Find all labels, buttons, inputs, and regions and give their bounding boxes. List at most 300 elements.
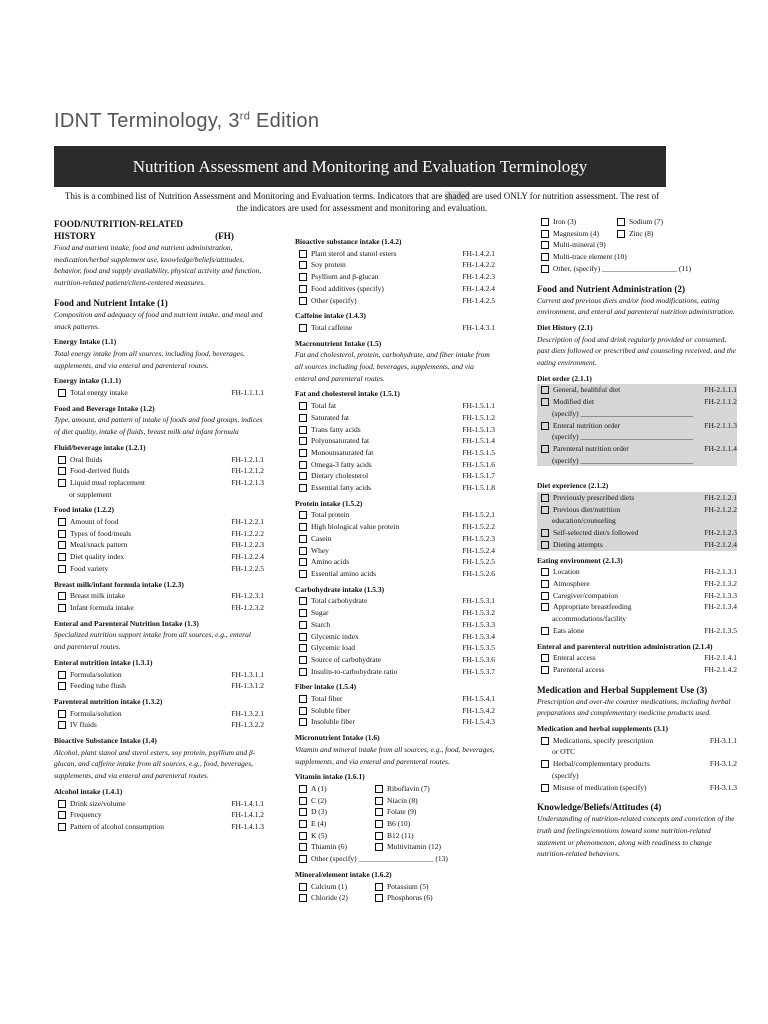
item-code: FH-1.5.1.2 bbox=[462, 412, 495, 422]
item-code: FH-1.2.2.5 bbox=[231, 563, 264, 573]
indicator-group: Carbohydrate intake (1.5.3) bbox=[295, 584, 385, 594]
item-label: Total fat bbox=[311, 401, 337, 411]
item-label-wrap bbox=[58, 590, 125, 602]
item-label-wrap bbox=[299, 459, 372, 471]
checklist-item[interactable] bbox=[54, 516, 264, 528]
checklist-item[interactable] bbox=[54, 387, 264, 399]
grid-checklist-item[interactable] bbox=[375, 806, 465, 818]
checkbox[interactable] bbox=[299, 808, 307, 816]
item-label-wrap bbox=[299, 631, 359, 643]
checklist-item[interactable] bbox=[537, 735, 737, 747]
item-code: FH-1.4.2.2 bbox=[462, 260, 495, 270]
checkbox[interactable] bbox=[541, 580, 549, 588]
item-label: Eats alone bbox=[553, 625, 585, 635]
checklist-item[interactable] bbox=[295, 424, 495, 436]
checkbox[interactable] bbox=[299, 894, 307, 902]
item-code: FH-1.3.1.2 bbox=[231, 681, 264, 691]
item-label-wrap bbox=[299, 693, 342, 705]
checkbox[interactable] bbox=[541, 506, 549, 514]
item-code: FH-3.1.3 bbox=[709, 782, 737, 792]
item-label: Formula/solution bbox=[70, 708, 122, 718]
item-label-wrap bbox=[58, 708, 122, 720]
checkbox[interactable] bbox=[299, 402, 307, 410]
item-label-wrap bbox=[541, 601, 632, 613]
indicator-group: Fat and cholesterol intake (1.5.1) bbox=[295, 389, 400, 399]
checklist-item[interactable] bbox=[295, 642, 495, 654]
grid-checklist-item[interactable] bbox=[299, 806, 375, 818]
grid-checklist-item[interactable] bbox=[299, 881, 375, 893]
grid-checklist-item[interactable] bbox=[375, 830, 465, 842]
item-label-wrap bbox=[58, 465, 129, 477]
checkbox[interactable] bbox=[541, 386, 549, 394]
checkbox[interactable] bbox=[299, 414, 307, 422]
checklist-item[interactable] bbox=[295, 666, 495, 678]
item-label: Sodium (7) bbox=[629, 217, 663, 226]
grid-checklist-item[interactable] bbox=[375, 881, 465, 893]
section-heading: Medication and Herbal Supplement Use (3) bbox=[537, 684, 708, 695]
checklist-item[interactable] bbox=[295, 259, 495, 271]
item-label: Multivitamin (12) bbox=[387, 842, 441, 852]
section-heading: Food and Nutrient Intake (1) bbox=[54, 297, 168, 308]
checkbox[interactable] bbox=[541, 445, 549, 453]
column-1 bbox=[54, 218, 264, 833]
checklist-item[interactable] bbox=[54, 798, 264, 810]
assessment-only-block bbox=[537, 384, 737, 466]
checklist-item[interactable] bbox=[295, 459, 495, 471]
page-title: IDNT Terminology, 3rd Edition bbox=[54, 110, 320, 132]
item-label: Potassium (5) bbox=[387, 881, 429, 891]
checklist-item[interactable] bbox=[537, 420, 737, 432]
grid-checklist-item[interactable] bbox=[375, 818, 465, 830]
checkbox[interactable] bbox=[58, 823, 66, 831]
checkbox[interactable] bbox=[299, 273, 307, 281]
checklist-item[interactable] bbox=[54, 669, 264, 681]
grid-checklist-item[interactable] bbox=[375, 795, 465, 807]
item-code: FH-2.1.3.1 bbox=[704, 567, 737, 577]
checkbox[interactable] bbox=[541, 494, 549, 502]
checkbox[interactable] bbox=[299, 426, 307, 434]
checklist-item[interactable] bbox=[54, 708, 264, 720]
checkbox[interactable] bbox=[58, 671, 66, 679]
checkbox[interactable] bbox=[299, 597, 307, 605]
item-label: Dieting attempts bbox=[553, 539, 603, 549]
item-label-wrap bbox=[58, 821, 164, 833]
item-label-wrap bbox=[299, 435, 369, 447]
checkbox[interactable] bbox=[58, 721, 66, 729]
item-label: Omega-3 fatty acids bbox=[311, 459, 372, 469]
checkbox[interactable] bbox=[375, 785, 383, 793]
item-label-wrap bbox=[541, 239, 606, 251]
checkbox[interactable] bbox=[58, 541, 66, 549]
checklist-item[interactable] bbox=[54, 590, 264, 602]
item-label: Food additives (specify) bbox=[311, 283, 384, 293]
item-label: Starch bbox=[311, 619, 331, 629]
grid-checklist-item[interactable] bbox=[541, 216, 617, 228]
checkbox[interactable] bbox=[375, 808, 383, 816]
checklist-item[interactable] bbox=[537, 539, 737, 551]
item-code: FH-1.2.3.1 bbox=[231, 591, 264, 601]
item-label-wrap bbox=[299, 470, 368, 482]
checkbox[interactable] bbox=[299, 250, 307, 258]
checklist-item[interactable] bbox=[54, 602, 264, 614]
item-label-wrap bbox=[299, 705, 350, 717]
checkbox[interactable] bbox=[58, 565, 66, 573]
checkbox[interactable] bbox=[617, 230, 625, 238]
item-code: FH-1.5.3.6 bbox=[462, 654, 495, 664]
checklist-item[interactable] bbox=[295, 248, 495, 260]
checkbox[interactable] bbox=[58, 553, 66, 561]
checkbox[interactable] bbox=[541, 666, 549, 674]
checkbox[interactable] bbox=[299, 609, 307, 617]
checkbox[interactable] bbox=[58, 710, 66, 718]
checkbox[interactable] bbox=[375, 843, 383, 851]
checklist-item[interactable] bbox=[54, 821, 264, 833]
checkbox[interactable] bbox=[58, 389, 66, 397]
checklist-item[interactable] bbox=[295, 619, 495, 631]
fh-heading: FOOD/NUTRITION-RELATED HISTORY (FH) bbox=[54, 219, 234, 241]
item-label: Total carbohydrate bbox=[311, 596, 368, 606]
item-label-wrap bbox=[58, 516, 118, 528]
checkbox[interactable] bbox=[299, 883, 307, 891]
item-label-wrap bbox=[299, 295, 357, 307]
grid-checklist-item[interactable] bbox=[299, 818, 375, 830]
item-code: FH-2.1.1.2 bbox=[704, 397, 737, 407]
subsection-description: Description of food and drink regularly provided or consumed, past diets followed or prescribed and counseling received, and the eating environment. bbox=[537, 334, 736, 368]
item-label-wrap bbox=[299, 533, 331, 545]
checklist-item[interactable] bbox=[54, 539, 264, 551]
grid-checklist-item[interactable] bbox=[375, 783, 465, 795]
column-3 bbox=[537, 216, 737, 860]
indicator-group: Fiber intake (1.5.4) bbox=[295, 682, 357, 692]
checklist-item[interactable] bbox=[537, 652, 737, 664]
checklist-item[interactable] bbox=[54, 719, 264, 731]
checkbox[interactable] bbox=[299, 535, 307, 543]
item-code: FH-1.5.4.2 bbox=[462, 705, 495, 715]
checkbox[interactable] bbox=[58, 811, 66, 819]
item-code: FH-1.4.2.1 bbox=[462, 248, 495, 258]
section-banner: Nutrition Assessment and Monitoring and Evaluation Terminology bbox=[54, 146, 666, 187]
subsection-description: Total energy intake from all sources, including food, beverages, supplements, and via enteral and parenteral routes. bbox=[54, 348, 245, 370]
item-code: FH-1.4.1.2 bbox=[231, 810, 264, 820]
column-2 bbox=[295, 218, 495, 904]
checklist-item[interactable] bbox=[537, 251, 737, 263]
item-label-wrap bbox=[299, 556, 349, 568]
checkbox[interactable] bbox=[541, 627, 549, 635]
item-label: Location bbox=[553, 567, 580, 577]
checklist-item[interactable]: Other, (specify) ____________________ (11) bbox=[537, 263, 737, 275]
subsection-description: Type, amount, and pattern of intake of foods and food groups, indices of diet quality, intake of fluids, breast milk and infant formula bbox=[54, 415, 263, 437]
grid-checklist-item[interactable] bbox=[375, 892, 465, 904]
checkbox[interactable] bbox=[375, 832, 383, 840]
checkbox[interactable] bbox=[375, 894, 383, 902]
item-code: FH-1.5.1.6 bbox=[462, 459, 495, 469]
checklist-item[interactable] bbox=[54, 477, 264, 489]
subsection-heading: Energy Intake (1.1) bbox=[54, 337, 117, 347]
checkbox[interactable] bbox=[541, 230, 549, 238]
checklist-item[interactable] bbox=[54, 680, 264, 692]
checkbox[interactable] bbox=[541, 603, 549, 611]
checkbox[interactable] bbox=[299, 511, 307, 519]
item-code: FH-2.1.2.2 bbox=[704, 504, 737, 514]
item-code: FH-2.1.3.2 bbox=[704, 578, 737, 588]
item-label-wrap bbox=[58, 387, 128, 399]
checkbox[interactable] bbox=[541, 654, 549, 662]
checkbox[interactable] bbox=[58, 800, 66, 808]
checkbox[interactable] bbox=[617, 218, 625, 226]
item-label-wrap bbox=[58, 669, 122, 681]
item-label: Plant sterol and stanol esters bbox=[311, 248, 397, 258]
item-label: Pattern of alcohol consumption bbox=[70, 821, 164, 831]
checkbox[interactable] bbox=[299, 668, 307, 676]
checkbox[interactable] bbox=[541, 568, 549, 576]
checklist-item[interactable] bbox=[295, 400, 495, 412]
checklist-item[interactable] bbox=[295, 693, 495, 705]
item-label-wrap bbox=[58, 809, 102, 821]
checkbox[interactable] bbox=[299, 547, 307, 555]
item-label-wrap bbox=[299, 322, 352, 334]
checkbox[interactable] bbox=[299, 570, 307, 578]
checklist-item[interactable] bbox=[54, 551, 264, 563]
checkbox[interactable] bbox=[299, 797, 307, 805]
item-code: FH-1.5.3.2 bbox=[462, 608, 495, 618]
item-label: General, healthful diet bbox=[553, 385, 621, 395]
checkbox[interactable] bbox=[299, 297, 307, 305]
item-label: Food-derived fluids bbox=[70, 466, 130, 476]
indicator-group: Caffeine intake (1.4.3) bbox=[295, 311, 366, 321]
item-code: FH-2.1.1.4 bbox=[704, 443, 737, 453]
item-label: Riboflavin (7) bbox=[387, 783, 430, 793]
item-code: FH-1.5.2.2 bbox=[462, 522, 495, 532]
item-label: Soluble fiber bbox=[311, 705, 350, 715]
checkbox[interactable] bbox=[375, 797, 383, 805]
checkbox[interactable] bbox=[58, 518, 66, 526]
checkbox[interactable] bbox=[58, 682, 66, 690]
checkbox[interactable] bbox=[299, 437, 307, 445]
checkbox[interactable] bbox=[299, 695, 307, 703]
fh-description: Food and nutrient intake, food and nutrient administration, medication/herbal supplement use, knowledge/beliefs/attitudes, behavior, food and supply availability, physical activity and function, nutrition-related patient/client-centered measures. bbox=[54, 243, 262, 288]
checkbox[interactable] bbox=[299, 785, 307, 793]
checklist-item[interactable] bbox=[54, 528, 264, 540]
item-label-wrap bbox=[299, 595, 367, 607]
item-label: Zinc (8) bbox=[629, 228, 654, 238]
checklist-item[interactable] bbox=[537, 566, 737, 578]
checklist-item[interactable] bbox=[54, 465, 264, 477]
checklist-item[interactable] bbox=[537, 384, 737, 396]
checkbox[interactable] bbox=[299, 832, 307, 840]
checkbox[interactable] bbox=[299, 707, 307, 715]
grid-checklist-item[interactable] bbox=[617, 216, 707, 228]
checkbox[interactable] bbox=[58, 530, 66, 538]
checklist-item[interactable] bbox=[295, 482, 495, 494]
checkbox[interactable] bbox=[299, 523, 307, 531]
checklist-item[interactable] bbox=[537, 782, 737, 794]
item-label: Polyunsaturated fat bbox=[311, 436, 370, 446]
item-code: FH-2.1.3.3 bbox=[704, 590, 737, 600]
checklist-item[interactable] bbox=[537, 664, 737, 676]
specify-line: (specify) ______________________________ bbox=[552, 432, 694, 442]
checklist-item[interactable] bbox=[537, 443, 737, 455]
item-label: Glycemic index bbox=[311, 631, 359, 641]
grid-checklist-item[interactable] bbox=[299, 783, 375, 795]
item-code: FH-2.1.2.4 bbox=[704, 539, 737, 549]
item-label: K (5) bbox=[311, 830, 328, 840]
checkbox[interactable] bbox=[58, 592, 66, 600]
item-label-wrap bbox=[541, 625, 584, 637]
checklist-item[interactable] bbox=[537, 601, 737, 613]
grid-checklist-item[interactable] bbox=[541, 228, 617, 240]
checkbox[interactable] bbox=[58, 456, 66, 464]
checkbox[interactable] bbox=[299, 261, 307, 269]
checkbox[interactable] bbox=[541, 737, 549, 745]
checklist-item[interactable] bbox=[537, 396, 737, 408]
checklist-item[interactable] bbox=[295, 283, 495, 295]
checklist-item[interactable] bbox=[537, 758, 737, 770]
checklist-item[interactable] bbox=[295, 595, 495, 607]
indicator-group: Energy intake (1.1.1) bbox=[54, 376, 122, 386]
checklist-item[interactable] bbox=[537, 625, 737, 637]
checkbox[interactable] bbox=[58, 479, 66, 487]
item-continuation: education/counseling bbox=[552, 516, 616, 526]
checkbox[interactable] bbox=[541, 253, 549, 261]
checkbox[interactable] bbox=[541, 541, 549, 549]
checkbox[interactable] bbox=[299, 472, 307, 480]
item-label-wrap bbox=[541, 664, 604, 676]
checkbox[interactable] bbox=[299, 558, 307, 566]
checklist-item[interactable] bbox=[295, 271, 495, 283]
indicator-group: Vitamin intake (1.6.1) bbox=[295, 772, 365, 782]
grid-checklist-item[interactable] bbox=[299, 892, 375, 904]
item-code: FH-1.2.2.4 bbox=[231, 552, 264, 562]
grid-checklist-item[interactable] bbox=[375, 841, 465, 853]
checklist-item[interactable]: Other (specify) ____________________ (13) bbox=[295, 853, 495, 865]
checkbox[interactable] bbox=[58, 467, 66, 475]
checkbox[interactable] bbox=[541, 398, 549, 406]
checklist-item[interactable] bbox=[295, 654, 495, 666]
item-label-wrap bbox=[541, 539, 603, 551]
checkbox[interactable] bbox=[375, 883, 383, 891]
checklist-item[interactable] bbox=[295, 521, 495, 533]
item-label-wrap bbox=[541, 492, 634, 504]
checklist-item[interactable] bbox=[295, 435, 495, 447]
checkbox[interactable] bbox=[299, 285, 307, 293]
item-label: Types of food/meals bbox=[70, 528, 132, 538]
checklist-item[interactable] bbox=[295, 533, 495, 545]
checkbox[interactable] bbox=[541, 218, 549, 226]
checklist-item[interactable] bbox=[295, 470, 495, 482]
checklist-item[interactable] bbox=[537, 527, 737, 539]
checklist-item[interactable] bbox=[295, 607, 495, 619]
item-label: Other (specify) bbox=[311, 295, 357, 305]
checkbox[interactable] bbox=[541, 592, 549, 600]
subsection-heading: Food and Beverage Intake (1.2) bbox=[54, 403, 155, 413]
checkbox[interactable] bbox=[299, 449, 307, 457]
section-heading: Food and Nutrient Administration (2) bbox=[537, 283, 686, 294]
checklist-item[interactable] bbox=[295, 447, 495, 459]
item-label: Modified diet bbox=[553, 397, 595, 407]
checklist-item[interactable] bbox=[537, 239, 737, 251]
item-label-wrap bbox=[58, 454, 102, 466]
item-label: Insulin-to-carbohydrate ratio bbox=[311, 666, 398, 676]
indicator-group: Protein intake (1.5.2) bbox=[295, 498, 363, 508]
checklist-item[interactable] bbox=[537, 492, 737, 504]
checkbox[interactable] bbox=[299, 820, 307, 828]
item-label: E (4) bbox=[311, 819, 327, 829]
checklist-item[interactable] bbox=[537, 504, 737, 516]
checklist-item[interactable] bbox=[295, 631, 495, 643]
item-label: B6 (10) bbox=[387, 819, 411, 829]
checklist-item[interactable] bbox=[537, 578, 737, 590]
checklist-item[interactable] bbox=[54, 563, 264, 575]
checklist-item[interactable] bbox=[295, 568, 495, 580]
checkbox[interactable] bbox=[541, 265, 549, 273]
grid-checklist-item[interactable] bbox=[299, 795, 375, 807]
item-code: FH-1.5.1.8 bbox=[462, 483, 495, 493]
grid-checklist-item[interactable] bbox=[617, 228, 707, 240]
indicator-group: Enteral nutrition intake (1.3.1) bbox=[54, 657, 153, 667]
item-label-wrap bbox=[58, 798, 126, 810]
item-label: Trans fatty acids bbox=[311, 424, 361, 434]
checklist-item[interactable] bbox=[295, 509, 495, 521]
checkbox[interactable] bbox=[541, 784, 549, 792]
item-label: Glycemic load bbox=[311, 643, 355, 653]
item-label-wrap bbox=[299, 259, 346, 271]
checklist-item[interactable] bbox=[295, 545, 495, 557]
checkbox[interactable] bbox=[299, 644, 307, 652]
checkbox[interactable] bbox=[299, 621, 307, 629]
item-label-wrap bbox=[58, 719, 97, 731]
checkbox[interactable] bbox=[299, 324, 307, 332]
checklist-item[interactable] bbox=[295, 322, 495, 334]
checklist-item[interactable] bbox=[295, 705, 495, 717]
checkbox[interactable] bbox=[541, 529, 549, 537]
item-label: A (1) bbox=[311, 783, 327, 793]
indicator-group: Fluid/beverage intake (1.2.1) bbox=[54, 442, 146, 452]
indicator-group: Diet experience (2.1.2) bbox=[537, 481, 609, 491]
checkbox[interactable] bbox=[299, 484, 307, 492]
item-label-wrap bbox=[299, 400, 336, 412]
checkbox[interactable] bbox=[541, 422, 549, 430]
checklist-item[interactable] bbox=[54, 454, 264, 466]
checkbox[interactable] bbox=[299, 843, 307, 851]
checklist-item[interactable] bbox=[295, 295, 495, 307]
checklist-item[interactable] bbox=[295, 716, 495, 728]
grid-checklist-item[interactable] bbox=[299, 841, 375, 853]
checkbox[interactable] bbox=[299, 461, 307, 469]
item-code: FH-1.2.2.1 bbox=[231, 517, 264, 527]
grid-checklist-item[interactable] bbox=[299, 830, 375, 842]
checkbox[interactable] bbox=[299, 633, 307, 641]
item-label: Insoluble fiber bbox=[311, 717, 355, 727]
checklist-item[interactable] bbox=[295, 556, 495, 568]
checklist-item[interactable] bbox=[54, 809, 264, 821]
checkbox[interactable] bbox=[299, 718, 307, 726]
checkbox[interactable] bbox=[375, 820, 383, 828]
checkbox[interactable] bbox=[299, 855, 307, 863]
item-label-wrap bbox=[541, 566, 580, 578]
item-code: FH-1.5.3.1 bbox=[462, 596, 495, 606]
checklist-item[interactable] bbox=[295, 412, 495, 424]
item-label: High biological value protein bbox=[311, 522, 400, 532]
item-code: FH-1.5.1.1 bbox=[462, 401, 495, 411]
checkbox[interactable] bbox=[58, 604, 66, 612]
checklist-item[interactable] bbox=[537, 590, 737, 602]
item-label: Caregiver/companion bbox=[553, 590, 618, 600]
specify-line: (specify) ______________________________ bbox=[552, 455, 694, 465]
checkbox[interactable] bbox=[299, 656, 307, 664]
item-label-wrap bbox=[541, 782, 647, 794]
checkbox[interactable] bbox=[541, 760, 549, 768]
checkbox[interactable] bbox=[541, 241, 549, 249]
